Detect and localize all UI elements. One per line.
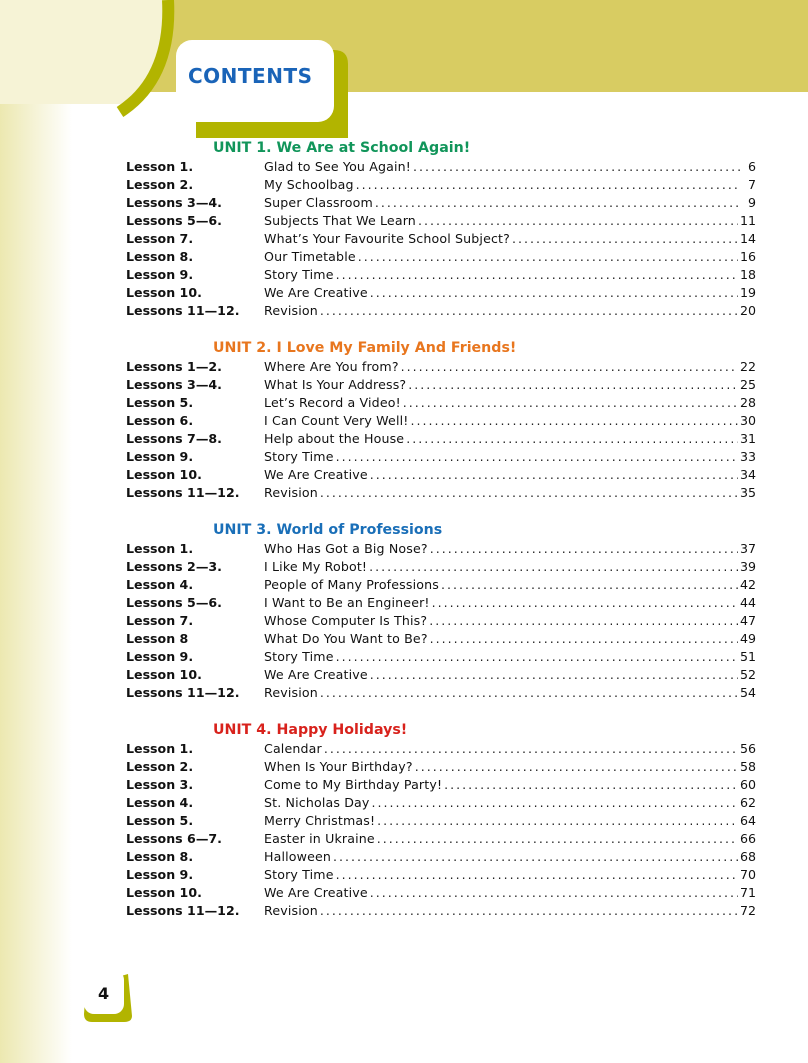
toc-entry[interactable] xyxy=(126,866,756,884)
lesson-title: Halloween xyxy=(264,849,332,864)
lesson-page: 64 xyxy=(739,813,756,828)
lesson-title: Help about the House xyxy=(264,431,405,446)
lesson-number: Lesson 1. xyxy=(126,741,194,756)
dot-leader xyxy=(336,648,738,666)
toc-entry[interactable] xyxy=(126,666,756,684)
lesson-number: Lesson 2. xyxy=(126,759,194,774)
lesson-number: Lesson 8 xyxy=(126,631,189,646)
dot-leader xyxy=(320,484,738,502)
lesson-page: 19 xyxy=(739,285,756,300)
lesson-title: Revision xyxy=(264,685,318,700)
lesson-title: Let’s Record a Video! xyxy=(264,395,401,410)
lesson-title: People of Many Professions xyxy=(264,577,439,592)
lesson-title: Easter in Ukraine xyxy=(264,831,375,846)
toc-entry[interactable] xyxy=(126,594,756,612)
dot-leader xyxy=(432,594,738,612)
lesson-number: Lesson 1. xyxy=(126,541,194,556)
toc-entry[interactable] xyxy=(126,248,756,266)
toc-entry[interactable] xyxy=(126,776,756,794)
lesson-page: 62 xyxy=(739,795,756,810)
dot-leader xyxy=(429,612,738,630)
dot-leader xyxy=(370,884,738,902)
lesson-page: 22 xyxy=(739,359,756,374)
dot-leader xyxy=(512,230,738,248)
lesson-title: We Are Creative xyxy=(264,467,368,482)
lesson-title: What Do You Want to Be? xyxy=(264,631,428,646)
dot-leader xyxy=(358,248,738,266)
dot-leader xyxy=(406,430,738,448)
toc-entry[interactable] xyxy=(126,902,756,920)
toc-entry[interactable] xyxy=(126,466,756,484)
lesson-number: Lesson 1. xyxy=(126,159,194,174)
lesson-title: When Is Your Birthday? xyxy=(264,759,413,774)
lesson-page: 71 xyxy=(739,885,756,900)
dot-leader xyxy=(320,684,738,702)
toc-entry[interactable] xyxy=(126,394,756,412)
dot-leader xyxy=(336,266,738,284)
dot-leader xyxy=(369,558,738,576)
lesson-number: Lesson 10. xyxy=(126,285,202,300)
toc-entry[interactable] xyxy=(126,484,756,502)
lesson-number: Lessons 5—6. xyxy=(126,595,222,610)
left-gradient-strip xyxy=(0,0,72,1063)
lesson-title: My Schoolbag xyxy=(264,177,354,192)
lesson-number: Lessons 11—12. xyxy=(126,903,240,918)
lesson-number: Lessons 2—3. xyxy=(126,559,222,574)
lesson-page: 51 xyxy=(739,649,756,664)
dot-leader xyxy=(333,848,738,866)
toc-entry[interactable] xyxy=(126,794,756,812)
toc-entry[interactable] xyxy=(126,194,756,212)
lesson-title: I Can Count Very Well! xyxy=(264,413,409,428)
dot-leader xyxy=(377,812,738,830)
lesson-page: 7 xyxy=(747,177,756,192)
lesson-page: 31 xyxy=(739,431,756,446)
dot-leader xyxy=(324,740,738,758)
lesson-number: Lesson 9. xyxy=(126,267,194,282)
dot-leader xyxy=(370,666,738,684)
lesson-page: 56 xyxy=(739,741,756,756)
lesson-title: Who Has Got a Big Nose? xyxy=(264,541,428,556)
table-of-contents xyxy=(126,138,756,938)
lesson-page: 34 xyxy=(739,467,756,482)
toc-entry[interactable] xyxy=(126,158,756,176)
lesson-page: 54 xyxy=(739,685,756,700)
lesson-title: Merry Christmas! xyxy=(264,813,376,828)
lesson-page: 49 xyxy=(739,631,756,646)
lesson-page: 72 xyxy=(739,903,756,918)
lesson-page: 25 xyxy=(739,377,756,392)
lesson-title: We Are Creative xyxy=(264,885,368,900)
lesson-number: Lessons 7—8. xyxy=(126,431,222,446)
dot-leader xyxy=(336,866,738,884)
toc-entry[interactable] xyxy=(126,558,756,576)
lesson-page: 52 xyxy=(739,667,756,682)
toc-entry[interactable] xyxy=(126,230,756,248)
toc-entry[interactable] xyxy=(126,540,756,558)
toc-entry[interactable] xyxy=(126,576,756,594)
toc-entry[interactable] xyxy=(126,412,756,430)
lesson-number: Lesson 10. xyxy=(126,885,202,900)
toc-entry[interactable] xyxy=(126,176,756,194)
lesson-number: Lessons 3—4. xyxy=(126,377,222,392)
lesson-page: 6 xyxy=(747,159,756,174)
page-number: 4 xyxy=(98,984,110,1003)
toc-entry[interactable] xyxy=(126,684,756,702)
lesson-page: 68 xyxy=(739,849,756,864)
lesson-number: Lesson 8. xyxy=(126,849,194,864)
lesson-title: Where Are You from? xyxy=(264,359,399,374)
dot-leader xyxy=(377,830,738,848)
toc-entry[interactable] xyxy=(126,266,756,284)
toc-entry[interactable] xyxy=(126,758,756,776)
lesson-title: Our Timetable xyxy=(264,249,356,264)
dot-leader xyxy=(320,302,738,320)
lesson-page: 58 xyxy=(739,759,756,774)
lesson-number: Lessons 1—2. xyxy=(126,359,222,374)
dot-leader xyxy=(401,358,738,376)
unit-title: UNIT 1. We Are at School Again! xyxy=(213,140,471,156)
dot-leader xyxy=(418,212,738,230)
lesson-number: Lesson 7. xyxy=(126,613,194,628)
lesson-number: Lesson 5. xyxy=(126,395,194,410)
toc-entry[interactable] xyxy=(126,302,756,320)
unit-title: UNIT 2. I Love My Family And Friends! xyxy=(213,340,517,356)
page-title: CONTENTS xyxy=(188,64,313,88)
lesson-number: Lesson 5. xyxy=(126,813,194,828)
toc-entry[interactable] xyxy=(126,830,756,848)
dot-leader xyxy=(413,158,740,176)
lesson-title: St. Nicholas Day xyxy=(264,795,370,810)
lesson-page: 35 xyxy=(739,485,756,500)
lesson-number: Lesson 4. xyxy=(126,795,194,810)
lesson-number: Lesson 9. xyxy=(126,649,194,664)
lesson-title: Revision xyxy=(264,303,318,318)
lesson-title: I Want to Be an Engineer! xyxy=(264,595,430,610)
dot-leader xyxy=(430,630,738,648)
lesson-title: Revision xyxy=(264,903,318,918)
lesson-number: Lesson 3. xyxy=(126,777,194,792)
toc-entry[interactable] xyxy=(126,612,756,630)
dot-leader xyxy=(320,902,738,920)
lesson-title: Glad to See You Again! xyxy=(264,159,411,174)
dot-leader xyxy=(408,376,738,394)
toc-entry[interactable] xyxy=(126,358,756,376)
lesson-number: Lessons 11—12. xyxy=(126,685,240,700)
lesson-title: I Like My Robot! xyxy=(264,559,368,574)
toc-entry[interactable] xyxy=(126,212,756,230)
unit-title: UNIT 3. World of Professions xyxy=(213,522,443,538)
lesson-page: 66 xyxy=(739,831,756,846)
lesson-title: What Is Your Address? xyxy=(264,377,407,392)
lesson-page: 18 xyxy=(739,267,756,282)
lesson-number: Lessons 11—12. xyxy=(126,485,240,500)
lesson-title: Story Time xyxy=(264,649,334,664)
toc-entry[interactable] xyxy=(126,630,756,648)
dot-leader xyxy=(356,176,740,194)
dot-leader xyxy=(370,466,738,484)
lesson-number: Lesson 2. xyxy=(126,177,194,192)
lesson-number: Lesson 9. xyxy=(126,867,194,882)
toc-entry[interactable] xyxy=(126,448,756,466)
lesson-number: Lesson 6. xyxy=(126,413,194,428)
lesson-page: 9 xyxy=(747,195,756,210)
lesson-page: 14 xyxy=(739,231,756,246)
toc-entry[interactable] xyxy=(126,884,756,902)
lesson-page: 47 xyxy=(739,613,756,628)
lesson-page: 39 xyxy=(739,559,756,574)
lesson-page: 30 xyxy=(739,413,756,428)
dot-leader xyxy=(430,540,738,558)
lesson-title: We Are Creative xyxy=(264,285,368,300)
unit-section xyxy=(126,720,756,920)
lesson-title: Revision xyxy=(264,485,318,500)
lesson-number: Lessons 6—7. xyxy=(126,831,222,846)
lesson-page: 20 xyxy=(739,303,756,318)
toc-entry[interactable] xyxy=(126,430,756,448)
lesson-title: Story Time xyxy=(264,867,334,882)
toc-entry[interactable] xyxy=(126,740,756,758)
lesson-title: Subjects That We Learn xyxy=(264,213,416,228)
toc-entry[interactable] xyxy=(126,648,756,666)
lesson-number: Lessons 11—12. xyxy=(126,303,240,318)
dot-leader xyxy=(375,194,740,212)
lesson-page: 60 xyxy=(739,777,756,792)
unit-title: UNIT 4. Happy Holidays! xyxy=(213,722,408,738)
dot-leader xyxy=(336,448,738,466)
unit-section xyxy=(126,138,756,320)
lesson-title: Come to My Birthday Party! xyxy=(264,777,443,792)
lesson-number: Lesson 9. xyxy=(126,449,194,464)
dot-leader xyxy=(372,794,738,812)
dot-leader xyxy=(410,412,738,430)
toc-entry[interactable] xyxy=(126,848,756,866)
lesson-page: 33 xyxy=(739,449,756,464)
lesson-number: Lesson 4. xyxy=(126,577,194,592)
lesson-page: 37 xyxy=(739,541,756,556)
lesson-page: 16 xyxy=(739,249,756,264)
dot-leader xyxy=(444,776,738,794)
toc-entry[interactable] xyxy=(126,376,756,394)
lesson-number: Lesson 8. xyxy=(126,249,194,264)
dot-leader xyxy=(403,394,738,412)
lesson-page: 28 xyxy=(739,395,756,410)
lesson-title: Whose Computer Is This? xyxy=(264,613,428,628)
lesson-title: Story Time xyxy=(264,267,334,282)
lesson-title: Calendar xyxy=(264,741,322,756)
lesson-number: Lesson 7. xyxy=(126,231,194,246)
dot-leader xyxy=(415,758,738,776)
lesson-page: 11 xyxy=(739,213,756,228)
lesson-title: What’s Your Favourite School Subject? xyxy=(264,231,510,246)
lesson-number: Lesson 10. xyxy=(126,667,202,682)
unit-section xyxy=(126,338,756,502)
lesson-page: 42 xyxy=(739,577,756,592)
lesson-title: Story Time xyxy=(264,449,334,464)
toc-entry[interactable] xyxy=(126,284,756,302)
dot-leader xyxy=(441,576,738,594)
lesson-number: Lesson 10. xyxy=(126,467,202,482)
lesson-page: 70 xyxy=(739,867,756,882)
toc-entry[interactable] xyxy=(126,812,756,830)
lesson-page: 44 xyxy=(739,595,756,610)
lesson-number: Lessons 5—6. xyxy=(126,213,222,228)
lesson-number: Lessons 3—4. xyxy=(126,195,222,210)
unit-section xyxy=(126,520,756,702)
dot-leader xyxy=(370,284,738,302)
lesson-title: Super Classroom xyxy=(264,195,373,210)
lesson-title: We Are Creative xyxy=(264,667,368,682)
